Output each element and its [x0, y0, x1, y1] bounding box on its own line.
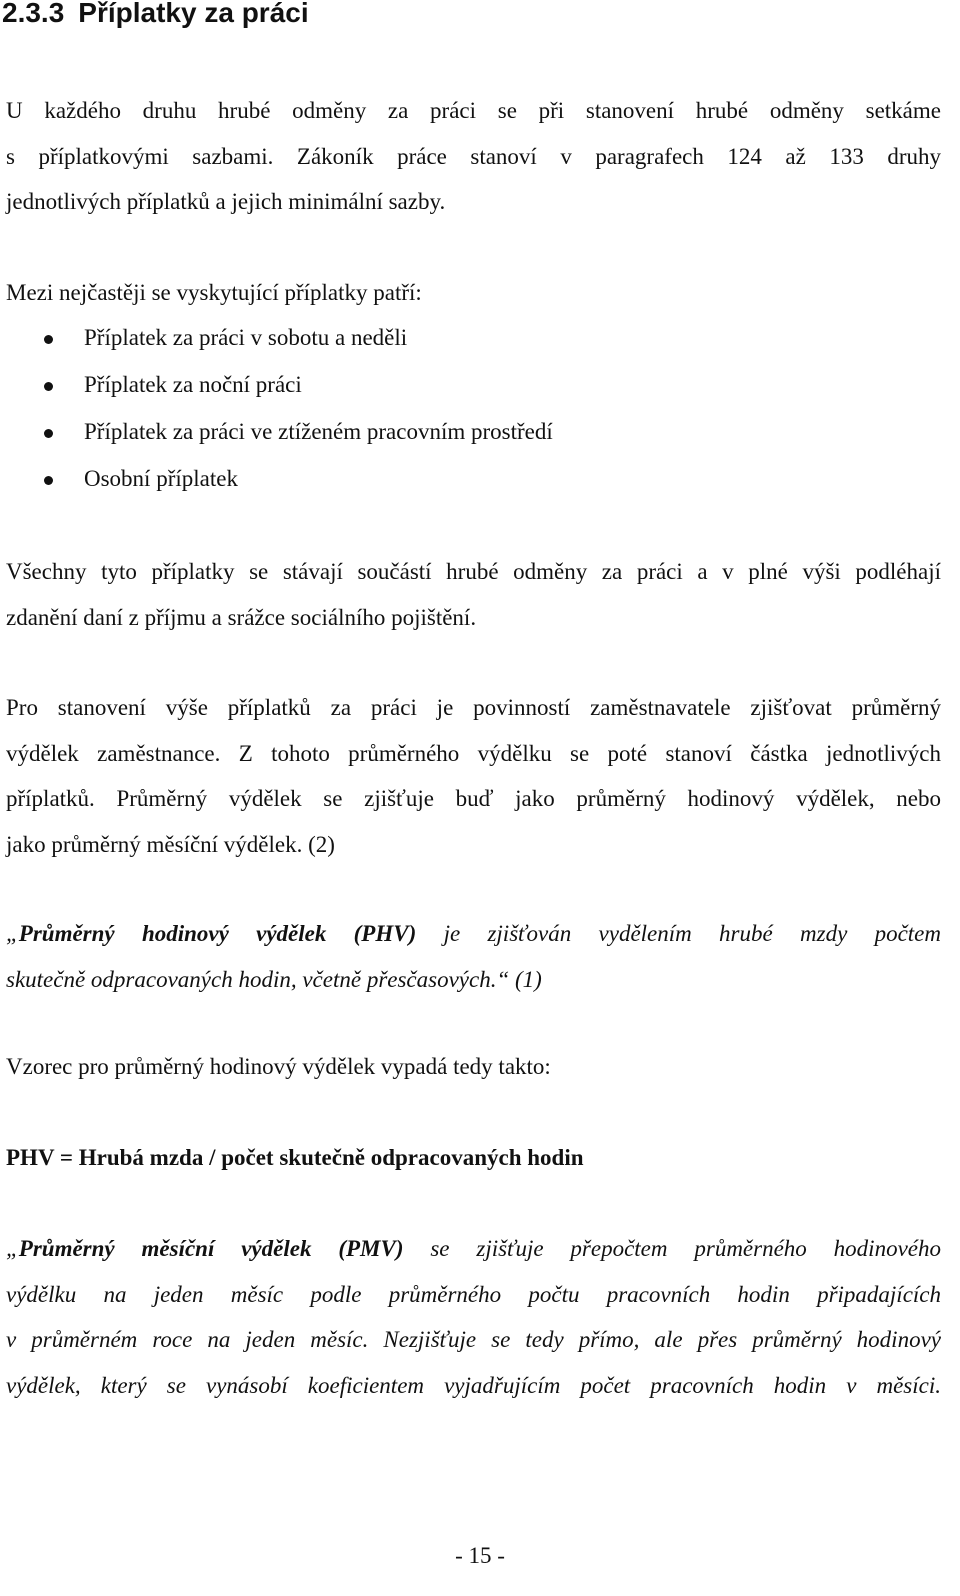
quote-line: „Průměrný měsíční výdělek (PMV) se zjišťuje přepočtem průměrného hodinového — [6, 1236, 941, 1261]
term-pmv: Průměrný měsíční výdělek (PMV) — [18, 1236, 404, 1261]
bullet-icon — [44, 335, 53, 344]
quote-line: výdělek, který se vynásobí koeficientem vyjadřujícím počet pracovních hodin v měsíci. — [6, 1372, 941, 1398]
section-number: 2.3.3 — [2, 0, 65, 28]
quote-line: v průměrném roce na jeden měsíc. Nezjišťuje se tedy přímo, ale přes průměrný hodinový — [6, 1327, 941, 1352]
list-item: Příplatek za práci ve ztíženém pracovním prostředí — [0, 417, 553, 464]
section-heading — [2, 0, 309, 30]
list-intro: Mezi nejčastěji se vyskytující příplatky patří: — [6, 280, 422, 305]
page-number: - 15 - — [455, 1543, 505, 1568]
formula-phv: PHV = Hrubá mzda / počet skutečně odpracovaných hodin — [6, 1145, 584, 1170]
paragraph-intro — [6, 88, 941, 225]
section-title: Příplatky za práci — [78, 0, 309, 28]
bullet-icon — [44, 476, 53, 485]
paragraph-line: výdělek zaměstnance. Z tohoto průměrného výdělku se poté stanoví částka jednotlivých — [6, 740, 941, 766]
paragraph-line: U každého druhu hrubé odměny za práci se při stanovení hrubé odměny setkáme — [6, 98, 941, 123]
quote-line: výdělku na jeden měsíc podle průměrného počtu pracovních hodin připadajících — [6, 1281, 941, 1307]
paragraph-line: Pro stanovení výše příplatků za práci je povinností zaměstnavatele zjišťovat průměrný — [6, 695, 941, 720]
paragraph-line: příplatků. Průměrný výdělek se zjišťuje buď jako průměrný hodinový výdělek, nebo — [6, 786, 941, 811]
paragraph-line: jednotlivých příplatků a jejich minimální sazby. — [6, 189, 446, 214]
paragraph-line: jako průměrný měsíční výdělek. (2) — [6, 831, 335, 857]
bullet-list — [0, 323, 553, 511]
quote-phv — [6, 911, 941, 1002]
paragraph-line: Všechny tyto příplatky se stávají součástí hrubé odměny za práci a v plné výši podléhají — [6, 559, 941, 584]
bullet-icon — [44, 382, 53, 391]
formula-intro: Vzorec pro průměrný hodinový výdělek vypadá tedy takto: — [6, 1054, 551, 1079]
term-phv: Průměrný hodinový výdělek (PHV) — [18, 921, 417, 946]
list-item: Příplatek za noční práci — [0, 370, 553, 417]
list-item: Osobní příplatek — [0, 464, 553, 511]
paragraph-taxation — [6, 549, 941, 640]
list-item: Příplatek za práci v sobotu a neděli — [0, 323, 553, 370]
quote-pmv — [6, 1226, 941, 1408]
paragraph-line: s příplatkovými sazbami. Zákoník práce stanoví v paragrafech 124 až 133 druhy — [6, 143, 941, 169]
bullet-icon — [44, 429, 53, 438]
paragraph-average-earnings — [6, 685, 941, 867]
quote-line: skutečně odpracovaných hodin, včetně přesčasových.“ (1) — [6, 966, 542, 992]
quote-line: „Průměrný hodinový výdělek (PHV) je zjišťován vydělením hrubé mzdy počtem — [6, 921, 941, 946]
paragraph-line: zdanění daní z příjmu a srážce sociálního pojištění. — [6, 604, 477, 630]
